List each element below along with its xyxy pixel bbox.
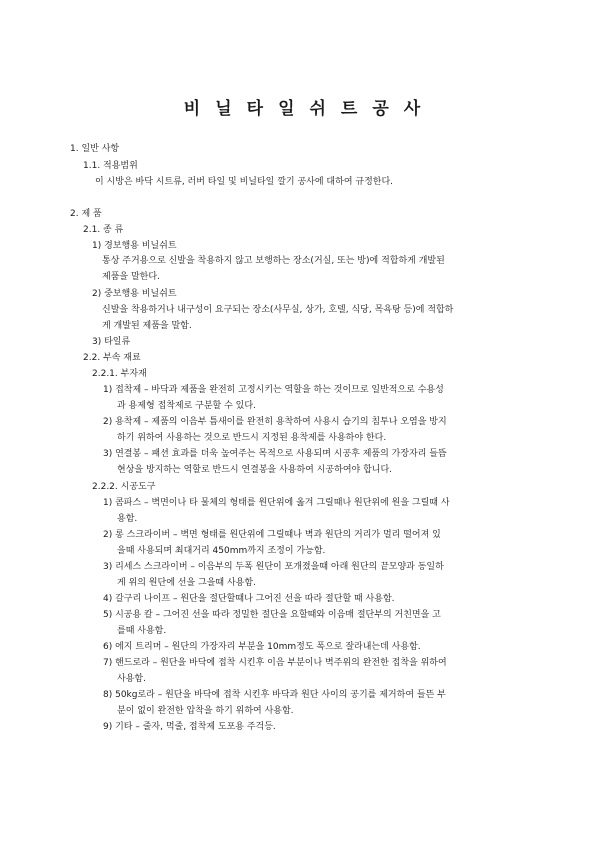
list-item-line: 을때 사용되며 최대거리 450mm까지 조정이 가능함.: [117, 546, 326, 556]
list-item-line: 2) 롱 스크라이버 – 벽면 형태를 원단위에 그릴때나 벽과 원단의 거리가 멀리 떨어져 있: [103, 530, 441, 540]
section-heading-2: 2. 제 품: [70, 209, 102, 219]
document-title: 비닐타일쉬트공사: [183, 99, 436, 119]
item-text-2-1-1-b: 제품을 말한다.: [102, 272, 160, 282]
section-heading-1: 1. 일반 사항: [70, 144, 120, 154]
list-item-line: 를때 사용함.: [117, 626, 167, 636]
list-item-line: 분이 없이 완전한 압착을 하기 위하여 사용함.: [117, 706, 294, 716]
list-item-line: 용함.: [117, 514, 138, 524]
list-item-line: 하기 위하여 사용하는 것으로 반드시 지정된 용착제를 사용하야 한다.: [117, 433, 387, 443]
list-item-line: 7) 핸드로라 – 원단을 바닥에 접착 시킨후 이음 부분이나 벽주위의 완전한 접착을 위하여: [103, 658, 447, 668]
list-item-line: 8) 50kg로라 – 원단을 바닥에 접착 시킨후 바닥과 원단 사이의 공기를 제거하여 들뜬 부: [103, 690, 446, 700]
list-item-line: 현상을 방지하는 역할로 반드시 연결봉을 사용하여 시공하여야 합니다.: [117, 465, 393, 475]
list-item-line: 9) 기타 – 줄자, 먹줄, 접착제 도포용 주걱등.: [103, 722, 276, 732]
item-heading-2-1-1: 1) 경보행용 비닐쉬트: [92, 241, 177, 251]
subsubsection-heading-2-2-2: 2.2.2. 시공도구: [92, 482, 156, 492]
subsection-heading-1-1: 1.1. 적용범위: [83, 161, 138, 171]
list-item-line: 2) 용착제 – 제품의 이음부 틈새이를 완전히 용착하여 사용시 습기의 침투나 오염을 방지: [103, 417, 447, 427]
item-heading-2-1-3: 3) 타일류: [92, 337, 131, 347]
subsubsection-heading-2-2-1: 2.2.1. 부자재: [92, 369, 147, 379]
list-item-line: 4) 갈구리 나이프 – 원단을 절단할때나 그어진 선을 따라 절단할 때 사용함.: [103, 594, 395, 604]
item-text-2-1-2-b: 게 개발된 제품을 말함.: [102, 321, 192, 331]
list-item-line: 게 위의 원단에 선을 그을때 사용함.: [117, 578, 256, 588]
list-item-line: 5) 시공용 칼 – 그어진 선을 따라 정밀한 절단을 요할때와 이음매 절단부의 거친면을 고: [103, 610, 441, 620]
list-item-line: 과 용제형 접착제로 구분할 수 있다.: [117, 401, 256, 411]
list-item-line: 1) 콤파스 – 벽면이나 타 물체의 형태를 원단위에 옮겨 그릴때나 원단위에 원을 그릴때 사: [103, 498, 450, 508]
item-text-2-1-2-a: 신발을 착용하거나 내구성이 요구되는 장소(사무실, 상가, 호텔, 식당, 목욕탕 등)에 적합하: [102, 305, 454, 315]
list-item-line: 6) 에지 트리머 – 원단의 가장자리 부분을 10mm정도 폭으로 잘라내는데 사용함.: [103, 642, 421, 652]
item-heading-2-1-2: 2) 중보행용 비닐쉬트: [92, 289, 177, 299]
list-item-line: 3) 리세스 스크라이버 – 이음부의 두폭 원단이 포개졌을때 아래 원단의 끝모양과 동일하: [103, 562, 444, 572]
list-item-line: 3) 연결봉 – 패션 효과를 더욱 높여주는 목적으로 사용되며 시공후 제품의 가장자리 들뜸: [103, 449, 447, 459]
paragraph-1-1: 이 시방은 바닥 시트류, 러버 타일 및 비닐타일 깔기 공사에 대하여 규정한다.: [95, 177, 394, 187]
subsection-heading-2-1: 2.1. 종 류: [83, 225, 124, 235]
subsection-heading-2-2: 2.2. 부속 재료: [83, 353, 141, 363]
list-item-line: 1) 접착제 – 바닥과 제품을 완전히 고정시키는 역할을 하는 것이므로 일반적으로 수용성: [103, 385, 444, 395]
list-item-line: 사용함.: [117, 674, 146, 684]
item-text-2-1-1-a: 통상 주거용으로 신발을 착용하지 않고 보행하는 장소(거실, 또는 방)에 적합하게 개발된: [102, 256, 445, 266]
